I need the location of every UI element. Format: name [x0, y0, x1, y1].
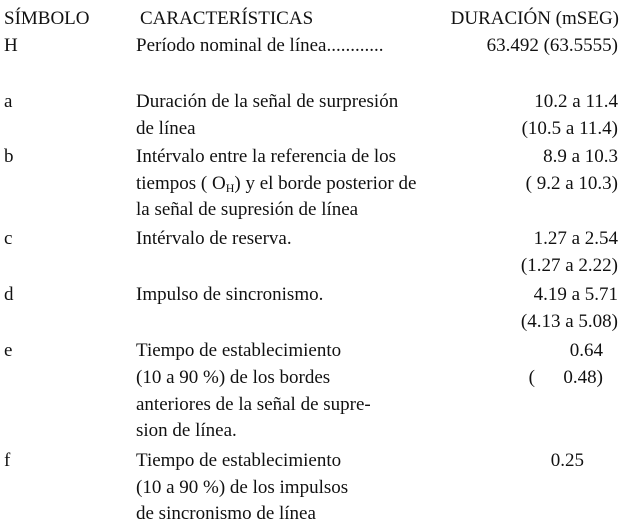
header-characteristics: CARACTERÍSTICAS — [140, 8, 314, 29]
row-c-description: Intérvalo de reserva. — [136, 228, 292, 249]
row-c-value-alt: (1.27 a 2.22) — [520, 255, 618, 276]
row-e-description-line2: (10 a 90 %) de los bordes — [136, 367, 331, 388]
row-e-description-line4: sion de línea. — [136, 420, 237, 441]
row-b-description-line1: Intérvalo entre la referencia de los — [136, 146, 397, 167]
row-b-value: 8.9 a 10.3 — [543, 146, 618, 167]
row-c-symbol: c — [4, 228, 13, 249]
row-b-description-line3: la señal de supresión de línea — [136, 199, 359, 220]
row-f-description-line2: (10 a 90 %) de los impulsos — [136, 477, 349, 498]
row-e-symbol: e — [4, 340, 13, 361]
row-b-value-alt: ( 9.2 a 10.3) — [525, 173, 618, 194]
row-b-desc-subscript: H — [225, 181, 235, 195]
row-a-symbol: a — [4, 91, 13, 112]
row-b-desc-part2: ) y el borde posterior de — [234, 173, 417, 194]
row-f-description-line1: Tiempo de establecimiento — [136, 450, 342, 471]
row-h-description: Período nominal de línea............ — [136, 35, 384, 56]
row-h-value: 63.492 (63.5555) — [486, 35, 618, 56]
row-a-description-line1: Duración de la señal de surpresión — [136, 91, 399, 112]
row-e-description-line3: anteriores de la señal de supre- — [136, 394, 371, 415]
row-e-description-line1: Tiempo de establecimiento — [136, 340, 342, 361]
header-symbol: SÍMBOLO — [4, 8, 90, 29]
row-f-value: 0.25 — [550, 450, 584, 471]
row-b-desc-part1: tiempos ( O — [136, 173, 226, 194]
row-f-description-line3: de sincronismo de línea — [136, 503, 316, 524]
row-d-value-alt: (4.13 a 5.08) — [520, 311, 618, 332]
row-a-description-line2: de línea — [136, 118, 196, 139]
row-d-value: 4.19 a 5.71 — [533, 284, 618, 305]
row-f-symbol: f — [4, 450, 11, 471]
row-d-symbol: d — [4, 284, 14, 305]
row-h-symbol: H — [4, 35, 18, 56]
header-duration: DURACIÓN (mSEG) — [450, 8, 619, 29]
row-a-value-alt: (10.5 a 11.4) — [521, 118, 618, 139]
row-a-value: 10.2 a 11.4 — [534, 91, 618, 112]
row-e-value-alt: ( 0.48) — [528, 367, 603, 388]
row-b-description-line2 — [136, 171, 416, 197]
row-c-value: 1.27 a 2.54 — [533, 228, 618, 249]
row-e-value: 0.64 — [569, 340, 603, 361]
row-b-symbol: b — [4, 146, 14, 167]
row-d-description: Impulso de sincronismo. — [136, 284, 324, 305]
